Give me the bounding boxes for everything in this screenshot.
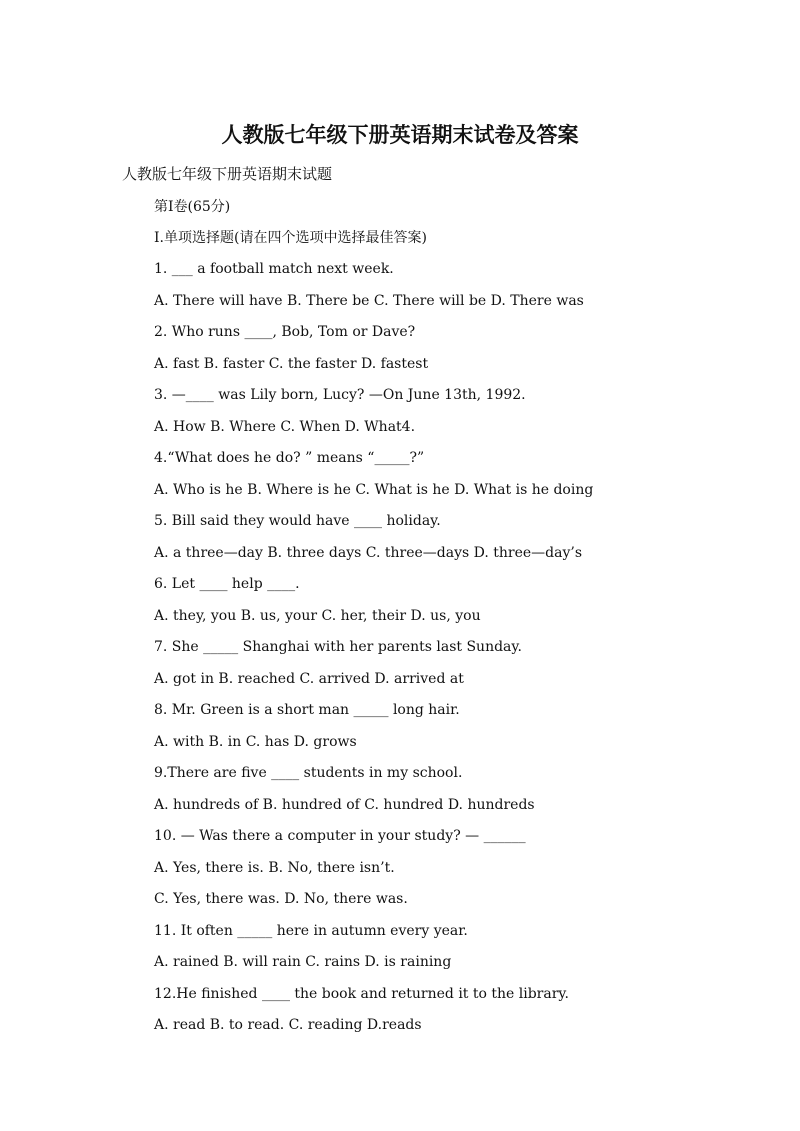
question-stem: 1. ___ a football match next week. [154, 261, 394, 277]
question-stem: 11. It often _____ here in autumn every year. [154, 923, 468, 939]
question-stem: 5. Bill said they would have ____ holiday. [154, 513, 441, 529]
question-options: C. Yes, there was. D. No, there was. [154, 891, 408, 907]
question-options: A. There will have B. There be C. There will be D. There was [154, 293, 584, 309]
question-stem: 7. She _____ Shanghai with her parents last Sunday. [154, 639, 522, 655]
part-heading: Ⅰ.单项选择题(请在四个选项中选择最佳答案) [154, 230, 427, 246]
question-stem: 8. Mr. Green is a short man _____ long hair. [154, 702, 460, 718]
question-stem: 9.There are five ____ students in my school. [154, 765, 463, 781]
document-subtitle: 人教版七年级下册英语期末试题 [122, 165, 333, 183]
question-options: A. How B. Where C. When D. What4. [154, 419, 416, 435]
question-stem: 12.He finished ____ the book and returned it to the library. [154, 986, 569, 1002]
document-title: 人教版七年级下册英语期末试卷及答案 [221, 123, 579, 147]
question-stem: 10. — Was there a computer in your study? — ______ [154, 828, 526, 844]
question-options: A. Who is he B. Where is he C. What is he D. What is he doing [154, 482, 594, 498]
question-stem: 3. —____ was Lily born, Lucy? —On June 13th, 1992. [154, 387, 526, 403]
question-options: A. got in B. reached C. arrived D. arrived at [154, 671, 464, 687]
question-stem: 4.“What does he do? ” means “_____?” [154, 450, 425, 466]
section-heading: 第Ⅰ卷(65分) [154, 199, 231, 215]
question-options: A. they, you B. us, your C. her, their D. us, you [154, 608, 481, 624]
question-options: A. rained B. will rain C. rains D. is raining [154, 954, 452, 970]
question-options: A. a three—day B. three days C. three—days D. three—day’s [154, 545, 583, 561]
question-options: A. fast B. faster C. the faster D. fastest [154, 356, 429, 372]
question-options: A. Yes, there is. B. No, there isn’t. [154, 860, 395, 876]
question-options: A. read B. to read. C. reading D.reads [154, 1017, 422, 1033]
question-stem: 6. Let ____ help ____. [154, 576, 300, 592]
question-stem: 2. Who runs ____, Bob, Tom or Dave? [154, 324, 416, 340]
question-options: A. with B. in C. has D. grows [154, 734, 357, 750]
question-options: A. hundreds of B. hundred of C. hundred D. hundreds [154, 797, 535, 813]
